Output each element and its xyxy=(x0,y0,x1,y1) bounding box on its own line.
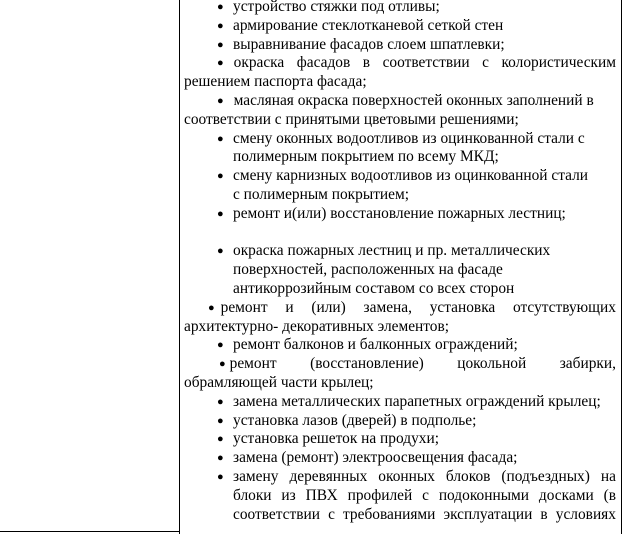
list-item: ● окраска фасадов в соответствии с колористическим решением паспорта фасада; xyxy=(184,54,616,91)
list-item: ● выравнивание фасадов слоем шпатлевки; xyxy=(217,35,505,53)
table-border-right xyxy=(621,0,622,534)
table-row-divider xyxy=(0,531,179,532)
table-cell-work-list xyxy=(184,0,616,524)
bullet-icon: ● xyxy=(217,433,224,446)
list-item: ● смену оконных водоотливов из оцинкованной стали с полимерным покрытием по всему МКД; xyxy=(217,129,585,166)
bullet-icon: ● xyxy=(217,19,224,32)
bullet-icon: ● xyxy=(217,170,224,183)
list-item: ● ремонт и(или) восстановление пожарных лестниц; xyxy=(217,204,566,222)
bullet-icon: ● xyxy=(217,470,224,483)
list-item: ● окраска пожарных лестниц и пр. металлических поверхностей, расположенных на фасаде антикоррозийным составом со всех сторон xyxy=(217,242,551,297)
list-item: ● устройство стяжки под отливы; xyxy=(217,0,440,15)
list-item: ● ремонт балконов и балконных ограждений; xyxy=(217,336,518,354)
bullet-icon: ● xyxy=(217,414,224,427)
table-border-left xyxy=(179,0,180,534)
bullet-icon: ● xyxy=(217,207,224,220)
bullet-icon: ● xyxy=(217,94,224,107)
bullet-icon: ● xyxy=(219,358,226,371)
list-item: ● установка решеток на продухи; xyxy=(217,430,439,448)
list-item: ● армирование стеклотканевой сеткой стен xyxy=(217,16,504,34)
list-item: ● ремонт (восстановление) цокольной забирки, обрамляющей части крылец; xyxy=(184,355,616,391)
list-item: ● масляная окраска поверхностей оконных заполнений в соответствии с принятыми цветовыми решениями; xyxy=(184,91,594,128)
list-item: ● установка лазов (дверей) в подполье; xyxy=(217,411,477,429)
list-item: ● смену карнизных водоотливов из оцинкованной стали с полимерным покрытием; xyxy=(217,167,589,203)
bullet-icon: ● xyxy=(217,245,224,258)
list-item: ● замену деревянных оконных блоков (подъездных) на блоки из ПВХ профилей с подоконными досками (в соответствии с требованиями эксплуатации в условиях xyxy=(217,467,616,523)
bullet-icon: ● xyxy=(217,395,224,408)
bullet-icon: ● xyxy=(217,57,224,70)
bullet-icon: ● xyxy=(217,339,224,352)
list-item: ● замена (ремонт) электроосвещения фасада; xyxy=(217,449,518,467)
bullet-icon: ● xyxy=(217,1,224,13)
list-item: ● ремонт и (или) замена, установка отсутствующих архитектурно- декоративных элементов; xyxy=(184,298,616,335)
list-item: ● замена металлических парапетных ограждений крылец; xyxy=(217,392,601,410)
blank-line xyxy=(184,224,616,243)
bullet-icon: ● xyxy=(217,38,224,51)
bullet-icon: ● xyxy=(208,301,215,314)
bullet-icon: ● xyxy=(217,452,224,465)
bullet-icon: ● xyxy=(217,132,224,145)
